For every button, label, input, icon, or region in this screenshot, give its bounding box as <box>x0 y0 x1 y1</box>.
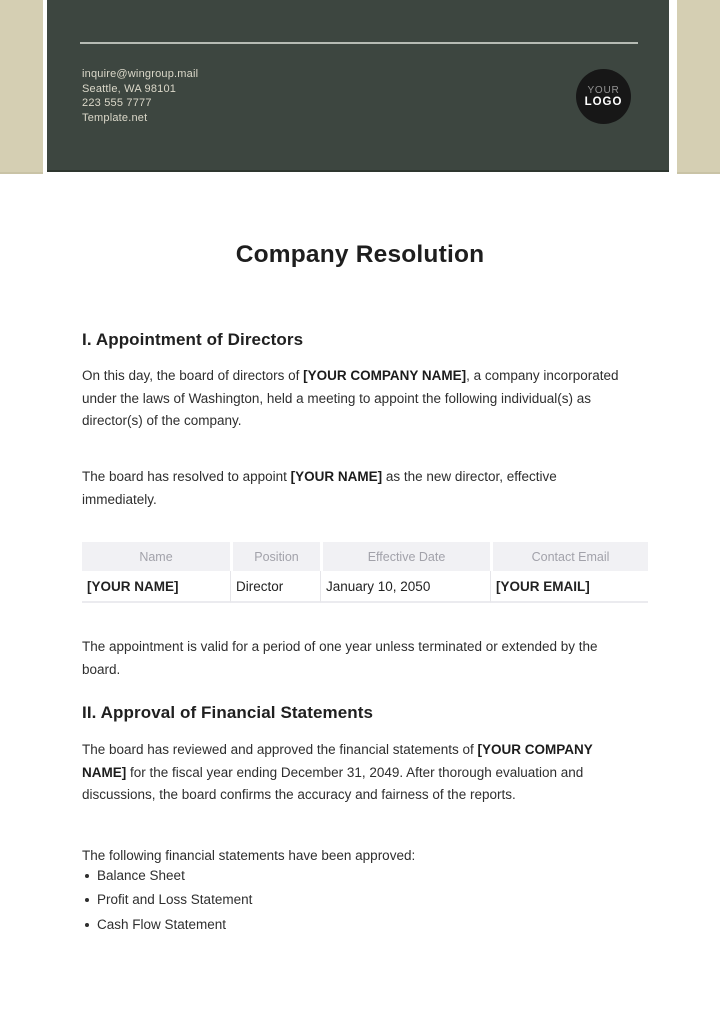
list-item <box>82 888 630 912</box>
placeholder-company-name: [YOUR COMPANY NAME] <box>82 742 593 780</box>
bullet-icon <box>85 874 89 878</box>
list-item-label: Balance Sheet <box>97 868 185 883</box>
contact-email: inquire@wingroup.mail <box>82 68 199 80</box>
left-accent-stripe <box>0 0 43 174</box>
column-header-position: Position <box>230 542 320 571</box>
bullet-icon <box>85 898 89 902</box>
cell-director-name: [YOUR NAME] <box>82 571 230 603</box>
letterhead <box>0 0 720 172</box>
list-item-label: Profit and Loss Statement <box>97 892 253 908</box>
page-title: Company Resolution <box>235 241 485 268</box>
letterhead-divider <box>80 42 638 44</box>
contact-block <box>82 67 198 125</box>
column-header-name: Name <box>82 542 230 571</box>
paragraph-financial-review <box>82 739 630 807</box>
placeholder-company-name: [YOUR COMPANY NAME] <box>303 368 467 383</box>
list-item <box>82 864 630 888</box>
text-run: The board has resolved to appoint <box>82 469 291 484</box>
contact-website: Template.net <box>82 111 148 124</box>
letterhead-panel <box>47 0 669 172</box>
text-run: as the new director, effective immediately. <box>82 469 557 507</box>
table-header-row <box>82 542 648 571</box>
bullet-icon <box>85 923 89 927</box>
cell-effective-date: January 10, 2050 <box>320 571 490 603</box>
text-run: , a company incorporated under the laws of Washington, held a meeting to appoint the following individual(s) as director(s) of the company. <box>82 368 619 428</box>
text-run: The board has reviewed and approved the financial statements of <box>82 742 478 757</box>
section-heading-appointment: I. Appointment of Directors <box>82 330 304 349</box>
column-header-effective-date: Effective Date <box>320 542 490 571</box>
contact-address: Seattle, WA 98101 <box>82 82 177 95</box>
list-item-label: Cash Flow Statement <box>97 916 227 932</box>
paragraph-appointment-intro <box>82 365 630 433</box>
logo-text-bottom: LOGO <box>584 95 623 108</box>
contact-phone: 223 555 7777 <box>82 97 152 109</box>
cell-director-position: Director <box>230 571 320 603</box>
list-item <box>82 913 630 937</box>
logo-text-top: YOUR <box>587 84 620 96</box>
paragraph-appointment-resolution <box>82 466 630 511</box>
director-table <box>82 542 648 603</box>
column-header-contact-email: Contact Email <box>490 542 648 571</box>
placeholder-your-name: [YOUR NAME] <box>290 469 383 484</box>
paragraph-appointment-validity: The appointment is valid for a period of one year unless terminated or extended by the board. <box>82 639 598 677</box>
section-heading-financial: II. Approval of Financial Statements <box>82 703 374 722</box>
table-row <box>82 571 648 603</box>
paragraph-statements-approved: The following financial statements have been approved: <box>82 848 416 863</box>
text-run: On this day, the board of directors of <box>82 368 304 383</box>
text-run: for the fiscal year ending December 31, 2049. After thorough evaluation and discussions, the board confirms the accuracy and fairness of the reports. <box>82 764 584 802</box>
company-logo <box>576 69 631 124</box>
cell-contact-email: [YOUR EMAIL] <box>490 571 648 603</box>
right-accent-stripe <box>677 0 720 174</box>
financial-statements-list <box>82 864 630 937</box>
